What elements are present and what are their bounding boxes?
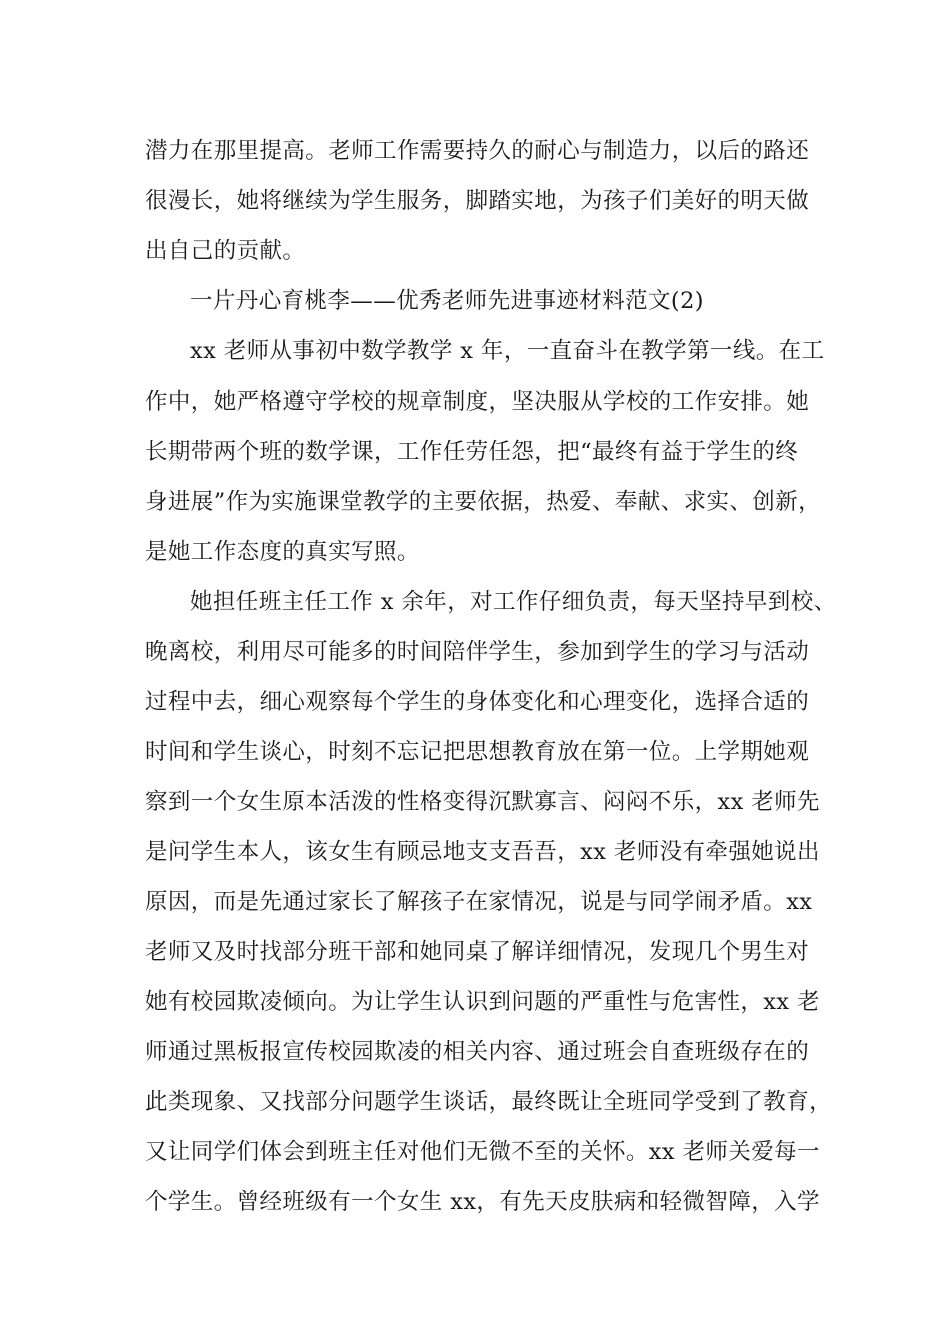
text-line-21: 又让同学们体会到班主任对他们无微不至的关怀。xx 老师关爱每一 (145, 1139, 820, 1165)
text-line-10: 她担任班主任工作 x 余年，对工作仔细负责，每天坚持早到校、 (190, 589, 837, 615)
text-line-1: 潜力在那里提高。老师工作需要持久的耐心与制造力，以后的路还 (145, 138, 810, 164)
text-line-19: 师通过黑板报宣传校园欺凌的相关内容、通过班会自查班级存在的 (145, 1039, 810, 1065)
section-heading: 一片丹心育桃李——优秀老师先进事迹材料范文(2) (190, 288, 704, 314)
text-line-5: xx 老师从事初中数学教学 x 年，一直奋斗在教学第一线。在工 (190, 338, 825, 364)
text-line-8: 身进展”作为实施课堂教学的主要依据，热爱、奉献、求实、创新， (145, 489, 822, 515)
text-line-20: 此类现象、又找部分问题学生谈话，最终既让全班同学受到了教育， (145, 1089, 833, 1115)
text-line-11: 晚离校，利用尽可能多的时间陪伴学生，参加到学生的学习与活动 (145, 639, 810, 665)
text-line-12: 过程中去，细心观察每个学生的身体变化和心理变化，选择合适的 (145, 689, 810, 715)
text-line-13: 时间和学生谈心，时刻不忘记把思想教育放在第一位。上学期她观 (145, 739, 810, 765)
text-line-17: 老师又及时找部分班干部和她同桌了解详细情况，发现几个男生对 (145, 939, 810, 965)
text-line-9: 是她工作态度的真实写照。 (145, 539, 420, 565)
text-line-16: 原因，而是先通过家长了解孩子在家情况，说是与同学闹矛盾。xx (145, 889, 813, 915)
text-line-6: 作中，她严格遵守学校的规章制度，坚决服从学校的工作安排。她 (145, 389, 810, 415)
text-line-3: 出自己的贡献。 (145, 238, 306, 264)
text-line-18: 她有校园欺凌倾向。为让学生认识到问题的严重性与危害性，xx 老 (145, 989, 820, 1015)
text-line-7: 长期带两个班的数学课，工作任劳任怨，把“最终有益于学生的终 (145, 439, 799, 465)
text-line-14: 察到一个女生原本活泼的性格变得沉默寡言、闷闷不乐，xx 老师先 (145, 789, 820, 815)
text-line-15: 是问学生本人，该女生有顾忌地支支吾吾，xx 老师没有牵强她说出 (145, 839, 820, 865)
text-line-2: 很漫长，她将继续为学生服务，脚踏实地，为孩子们美好的明天做 (145, 188, 810, 214)
text-line-22: 个学生。曾经班级有一个女生 xx，有先天皮肤病和轻微智障，入学 (145, 1189, 820, 1215)
